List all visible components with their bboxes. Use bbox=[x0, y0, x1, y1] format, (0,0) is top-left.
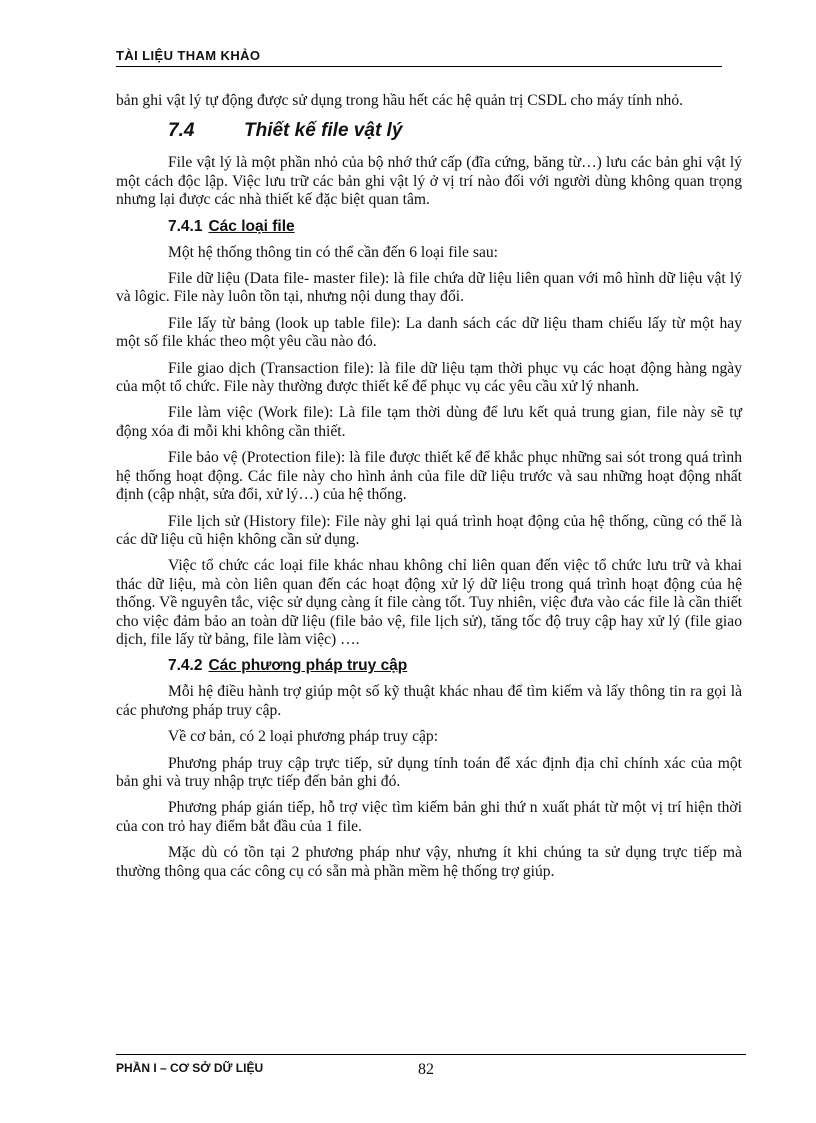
paragraph: File lịch sử (History file): File này ghi lại quá trình hoạt động của hệ thống, cũng có thể là các dữ liệu cũ hiện không cần sử dụng. bbox=[116, 512, 742, 548]
paragraph: Phương pháp gián tiếp, hỗ trợ việc tìm kiếm bản ghi thứ n xuất phát từ một vị trí hiện thời của con trỏ hay điểm bắt đầu của 1 file. bbox=[116, 799, 742, 835]
paragraph: File làm việc (Work file): Là file tạm thời dùng để lưu kết quả trung gian, file này sẽ tự động xóa đi mỗi khi không cần thiết. bbox=[116, 404, 742, 440]
paragraph: Về cơ bản, có 2 loại phương pháp truy cập: bbox=[168, 728, 439, 746]
header-title: TÀI LIỆU THAM KHẢO bbox=[116, 48, 261, 63]
section-title: Thiết kế file vật lý bbox=[244, 120, 403, 142]
section-number: 7.4 bbox=[168, 120, 195, 142]
subsection-title: Các loại file bbox=[208, 217, 295, 235]
subsection-number: 7.4.2 bbox=[168, 657, 203, 675]
page-number: 82 bbox=[418, 1061, 434, 1078]
paragraph: Một hệ thống thông tin có thể cần đến 6 loại file sau: bbox=[168, 243, 498, 261]
intro-paragraph: bản ghi vật lý tự động được sử dụng trong hầu hết các hệ quản trị CSDL cho máy tính nhỏ. bbox=[116, 92, 684, 109]
paragraph: File bảo vệ (Protection file): là file được thiết kế để khắc phục những sai sót trong quá trình hệ thống hoạt động. Các file này cho hình ảnh của file dữ liệu trước và sau những hoạt động nhất định (cập nhật, sửa đổi, xử lý…) của hệ thống. bbox=[116, 449, 742, 504]
running-header bbox=[116, 48, 722, 67]
running-footer bbox=[116, 1054, 746, 1079]
section-heading bbox=[168, 120, 742, 142]
paragraph: File lấy từ bảng (look up table file): La danh sách các dữ liệu tham chiếu lấy từ một hay một số file khác theo một yêu cầu nào đó. bbox=[116, 314, 742, 351]
page-content bbox=[116, 92, 742, 889]
paragraph: Việc tổ chức các loại file khác nhau không chỉ liên quan đến việc tổ chức lưu trữ và khai thác dữ liệu, mà còn liên quan đến các hoạt động xử lý dữ liệu trong quá trình hoạt động của hệ thống. Về nguyên tắc, việc sử dụng càng ít file càng tốt. Tuy nhiên, việc đưa vào các file là cần thiết cho việc đảm bảo an toàn dữ liệu (file bảo vệ, file lịch sử), tăng tốc độ truy cập hay xử lý (file giao dịch, file lấy từ bảng, file làm việc) …. bbox=[116, 557, 742, 648]
subsection-heading-2 bbox=[168, 657, 742, 675]
footer-part-label: PHẦN I – CƠ SỞ DỮ LIỆU bbox=[116, 1061, 264, 1075]
subsection-title: Các phương pháp truy cập bbox=[208, 657, 408, 675]
subsection-number: 7.4.1 bbox=[168, 217, 203, 235]
section-paragraph: File vật lý là một phần nhỏ của bộ nhớ thứ cấp (đĩa cứng, băng từ…) lưu các bản ghi vật lý một cách độc lập. Việc lưu trữ các bản ghi vật lý ở vị trí nào đối với người dùng không quan trọng nhưng lại được các nhà thiết kế đặc biệt quan tâm. bbox=[116, 154, 742, 209]
paragraph: File giao dịch (Transaction file): là file dữ liệu tạm thời phục vụ các hoạt động hàng ngày của một tổ chức. File này thường được thiết kế để phục vụ các yêu cầu xử lý nhanh. bbox=[116, 359, 742, 396]
subsection-heading-1 bbox=[168, 218, 742, 236]
paragraph: Mặc dù có tồn tại 2 phương pháp như vậy, nhưng ít khi chúng ta sử dụng trực tiếp mà thường thông qua các công cụ có sẵn mà phần mềm hệ thống trợ giúp. bbox=[116, 844, 742, 880]
paragraph: Phương pháp truy cập trực tiếp, sử dụng tính toán để xác định địa chỉ chính xác của một bản ghi và truy nhập trực tiếp đến bản ghi đó. bbox=[116, 754, 742, 790]
paragraph: File dữ liệu (Data file- master file): là file chứa dữ liệu liên quan với mô hình dữ liệu vật lý và lôgic. File này luôn tồn tại, nhưng nội dung thay đổi. bbox=[116, 270, 742, 306]
paragraph: Mỗi hệ điều hành trợ giúp một số kỹ thuật khác nhau để tìm kiếm và lấy thông tin ra gọi là các phương pháp truy cập. bbox=[116, 683, 742, 719]
